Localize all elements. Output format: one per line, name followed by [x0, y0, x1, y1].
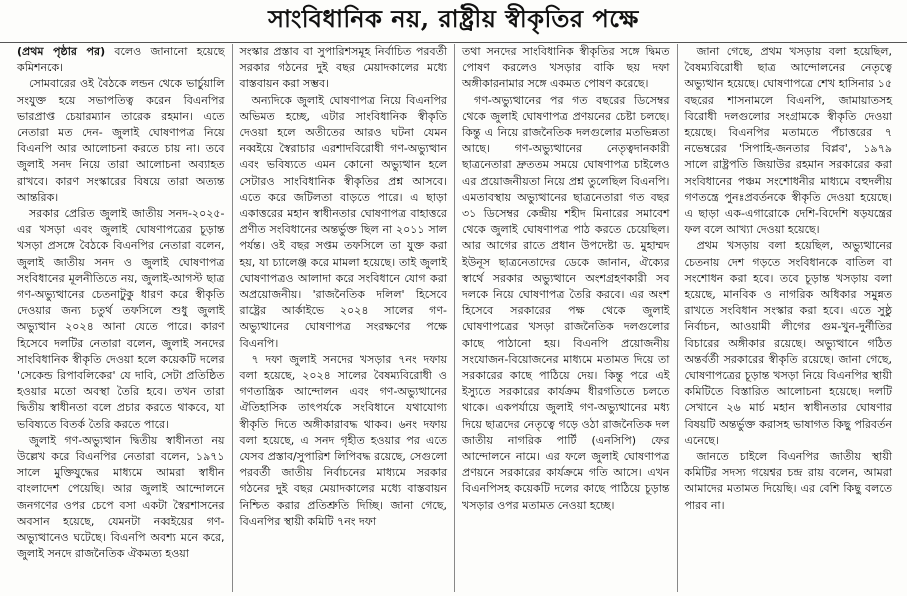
- column-4: [678, 44, 900, 592]
- paragraph: জানা গেছে, প্রথম খসড়ায় বলা হয়েছিল, বৈষম্যবিরোধী ছাত্র আন্দোলনের নেতৃত্বে অভ্যুত্থান হয়েছে। ঘোষণাপত্রে শেখ হাসিনার ১৫ বছরের শাসনামলে বিএনপি, জামায়াতসহ বিরোধী দলগুলোর সংগ্রামকে স্বীকৃতি দেওয়া হয়েছে। বিএনপির মতামতে পঁচাত্তরের ৭ নভেম্বরের 'সিপাহি-জনতার বিপ্লব', ১৯৭৯ সালে রাষ্ট্রপতি জিয়াউর রহমান সরকারের করা সংবিধানের পঞ্চম সংশোধনীর মাধ্যমে বহুদলীয় গণতন্ত্রে পুনঃপ্রবর্তনকে স্বীকৃতি দেওয়া হয়েছে। এ ছাড়া এক-এগারোকে দেশি-বিদেশি ষড়যন্ত্রের ফল বলে আখ্যা দেওয়া হয়েছে।: [684, 45, 892, 237]
- paragraph: [17, 44, 225, 76]
- paragraph: সংস্কার প্রস্তাব বা সুপারিশসমূহ নির্বাচিত পরবর্তী সরকার গঠনের দুই বছর মেয়াদকালের মধ্যে বাস্তবায়ন করা সম্ভব।: [239, 45, 447, 91]
- paragraph: জুলাই গণ-অভ্যুত্থান দ্বিতীয় স্বাধীনতা নয় উল্লেখ করে বিএনপির নেতারা বলেন, ১৯৭১ সালে মুক্তিযুদ্ধের মাধ্যমে আমরা স্বাধীন বাংলাদেশ পেয়েছি। আর জুলাই আন্দোলনে জনগণের ওপর চেপে বসা একটা স্বৈরশাসনের অবসান হয়েছে, যেমনটা নব্বইয়ের গণ-অভ্যুত্থানেও ঘটেছে। বিএনপি অবশ্য মনে করে, জুলাই সনদে রাজনৈতিক ঐকমত্য হওয়া: [17, 433, 225, 561]
- column-1: [10, 44, 233, 592]
- paragraph: জানতে চাইলে বিএনপির জাতীয় স্থায়ী কমিটির সদস্য গয়েশ্বর চন্দ্র রায় বলেন, আমরা আমাদের মতামত দিয়েছি। এর বেশি কিছু বলতে পারব না।: [684, 450, 892, 512]
- column-2: [233, 44, 456, 592]
- headline-bar: [0, 0, 907, 43]
- continuation-marker: (প্রথম পৃষ্ঠার পর): [17, 45, 106, 58]
- paragraph: গণ-অভ্যুত্থানের পর গত বছরের ডিসেম্বর থেকে জুলাই ঘোষণাপত্র প্রণয়নের চেষ্টা চলছে। কিন্তু এ নিয়ে রাজনৈতিক দলগুলোর মতভিন্নতা আছে। গণ-অভ্যুত্থানের নেতৃত্বদানকারী ছাত্রনেতারা দ্রুততম সময়ে ঘোষণাপত্র চাইলেও এর প্রয়োজনীয়তা নিয়ে প্রশ্ন তুলেছিল বিএনপি। এমতাবস্থায় অভ্যুত্থানের ছাত্রনেতারা গত বছর ৩১ ডিসেম্বর কেন্দ্রীয় শহীদ মিনারের সমাবেশ থেকে জুলাই ঘোষণাপত্র পাঠ করতে চেয়েছিল। আর আগের রাতে প্রধান উপদেষ্টা ড. মুহাম্মদ ইউনূস ছাত্রনেতাদের ডেকে জানান, ঐক্যের স্বার্থে সরকার অভ্যুত্থানে অংশগ্রহণকারী সব দলকে নিয়ে ঘোষণাপত্র তৈরি করবে। এর অংশ হিসেবে সরকারের পক্ষ থেকে জুলাই ঘোষণাপত্রের খসড়া রাজনৈতিক দলগুলোর কাছে পাঠানো হয়। বিএনপি প্রয়োজনীয় সংযোজন-বিয়োজনের মাধ্যমে মতামত দিয়ে তা সরকারের কাছে পাঠিয়ে দেয়। কিন্তু পরে এই ইস্যুতে সরকারের কার্যক্রম ধীরগতিতে চলতে থাকে। একপর্যায়ে জুলাই গণ-অভ্যুত্থানের মধ্য দিয়ে ছাত্রদের নেতৃত্বে গড়ে ওঠা রাজনৈতিক দল জাতীয় নাগরিক পার্টি (এনসিপি) ফের আন্দোলনে নামে। এর ফলে জুলাই ঘোষণাপত্র প্রণয়নে সরকারের কার্যক্রমে গতি আসে। এখন বিএনপিসহ কয়েকটি দলের কাছে পাঠিয়ে চূড়ান্ত খসড়ার ওপর মতামত নেওয়া হচ্ছে।: [462, 93, 670, 512]
- paragraph-text: বলেও জানানো হয়েছে কমিশনকে।: [17, 45, 225, 75]
- paragraph: ৭ দফা জুলাই সনদের খসড়ার ৭নং দফায় বলা হয়েছে, ২০২৪ সালের বৈষম্যবিরোধী ও গণতান্ত্রিক আন্দোলন এবং গণ-অভ্যুত্থানের ঐতিহাসিক তাৎপর্যকে সংবিধানে যথাযোগ্য স্বীকৃতি দিতে অঙ্গীকারাবদ্ধ থাকব। ৬নং দফায় বলা হয়েছে, এ সনদ গৃহীত হওয়ার পর এতে যেসব প্রস্তাব/সুপারিশ লিপিবদ্ধ রয়েছে, সেগুলো পরবর্তী জাতীয় নির্বাচনের মাধ্যমে সরকার গঠনের দুই বছর মেয়াদকালের মধ্যে বাস্তবায়ন নিশ্চিত করার প্রতিশ্রুতি দিচ্ছি। জানা গেছে, বিএনপির স্থায়ী কমিটি ৭নং দফা: [239, 352, 447, 528]
- article-columns: [10, 44, 899, 592]
- paragraph: অন্যদিকে জুলাই ঘোষণাপত্র নিয়ে বিএনপির অভিমত হচ্ছে, এটার সাংবিধানিক স্বীকৃতি দেওয়া হলে অতীতের আরও ঘটনা যেমন নব্বইয়ে স্বৈরাচার এরশাদবিরোধী গণ-অভ্যুত্থান এবং ভবিষ্যতে এমন কোনো অভ্যুত্থান হলে সেটারও সাংবিধানিক স্বীকৃতির প্রশ্ন আসবে। এতে করে জটিলতা বাড়তে পারে। এ ছাড়া একাত্তরের মহান স্বাধীনতার ঘোষণাপত্র বাহাত্তরে প্রণীত সংবিধানের অন্তর্ভুক্ত ছিল না ২০১১ সাল পর্যন্ত। ওই বছর সপ্তম তফসিলে তা যুক্ত করা হয়, যা চ্যালেঞ্জ করে মামলা হয়েছে। তাই জুলাই ঘোষণাপত্রও আলাদা করে সংবিধানে যোগ করা অপ্রয়োজনীয়। 'রাজনৈতিক দলিল' হিসেবে রাষ্ট্রের আর্কাইভে ২০২৪ সালের গণ-অভ্যুত্থানের ঘোষণাপত্র সংরক্ষণের পক্ষে বিএনপি।: [239, 93, 447, 350]
- paragraph: সরকার প্রেরিত জুলাই জাতীয় সনদ-২০২৫-এর খসড়া এবং জুলাই ঘোষণাপত্রের চূড়ান্ত খসড়া প্রসঙ্গে বৈঠকে বিএনপির নেতারা বলেন, জুলাই জাতীয় সনদ ও জুলাই ঘোষণাপত্র সংবিধানের মূলনীতিতে নয়, জুলাই-আগস্ট ছাত্র গণ-অভ্যুত্থানের চেতনাটুকু ধারণ করে স্বীকৃতি দেওয়ার জন্য চতুর্থ তফসিলে শুধু জুলাই অভ্যুত্থান ২০২৪ আনা যেতে পারে। কারণ হিসেবে দলটির নেতারা বলেন, জুলাই সনদের সাংবিধানিক স্বীকৃতি দেওয়া হলে কয়েকটি দলের 'সেকেন্ড রিপাবলিকের' যে দাবি, সেটা প্রতিষ্ঠিত হওয়ার মতো অবস্থা তৈরি হবে। তখন তারা দ্বিতীয় স্বাধীনতা বলে প্রচার করতে থাকবে, যা ভবিষ্যতে বিতর্ক তৈরি করতে পারে।: [17, 207, 225, 431]
- column-3: [455, 44, 678, 592]
- paragraph: তথা সনদের সাংবিধানিক স্বীকৃতির সঙ্গে দ্বিমত পোষণ করলেও খসড়ার বাকি ছয় দফা অঙ্গীকারনামার সঙ্গে একমত পোষণ করেছে।: [462, 45, 670, 91]
- paragraph: সোমবারের ওই বৈঠকে লন্ডন থেকে ভার্চুয়ালি সংযুক্ত হয়ে সভাপতিত্ব করেন বিএনপির ভারপ্রাপ্ত চেয়ারম্যান তারেক রহমান। এতে নেতারা মত দেন- জুলাই ঘোষণাপত্র নিয়ে বিএনপি আর আলোচনা করতে চায় না। তবে জুলাই সনদ নিয়ে তারা আলোচনা অব্যাহত রাখবে। কারণ সংস্কারের বিষয়ে তারা অত্যন্ত আন্তরিক।: [17, 77, 225, 204]
- headline: সাংবিধানিক নয়, রাষ্ট্রীয় স্বীকৃতির পক্ষে: [268, 4, 639, 33]
- paragraph: প্রথম খসড়ায় বলা হয়েছিল, অভ্যুত্থানের চেতনায় দেশ গড়তে সংবিধানকে বাতিল বা সংশোধন করা হবে। তবে চূড়ান্ত খসড়ায় বলা হয়েছে, মানবিক ও নাগরিক অধিকার সমুন্নত রাখতে সংবিধান সংস্কার করা হবে। এতে সুষ্ঠু নির্বাচন, আওয়ামী লীগের গুম-খুন-দুর্নীতির বিচারের অঙ্গীকার রয়েছে। অভ্যুত্থানে গঠিত অন্তর্বর্তী সরকারের স্বীকৃতি রয়েছে। জানা গেছে, ঘোষণাপত্রের চূড়ান্ত খসড়া নিয়ে বিএনপির স্থায়ী কমিটিতে বিস্তারিত আলোচনা হয়েছে। দলটি সেখানে ২৬ মার্চ মহান স্বাধীনতার ঘোষণার বিষয়টি অন্তর্ভুক্ত করাসহ ভাষাগত কিছু পরিবর্তন এনেছে।: [684, 239, 892, 447]
